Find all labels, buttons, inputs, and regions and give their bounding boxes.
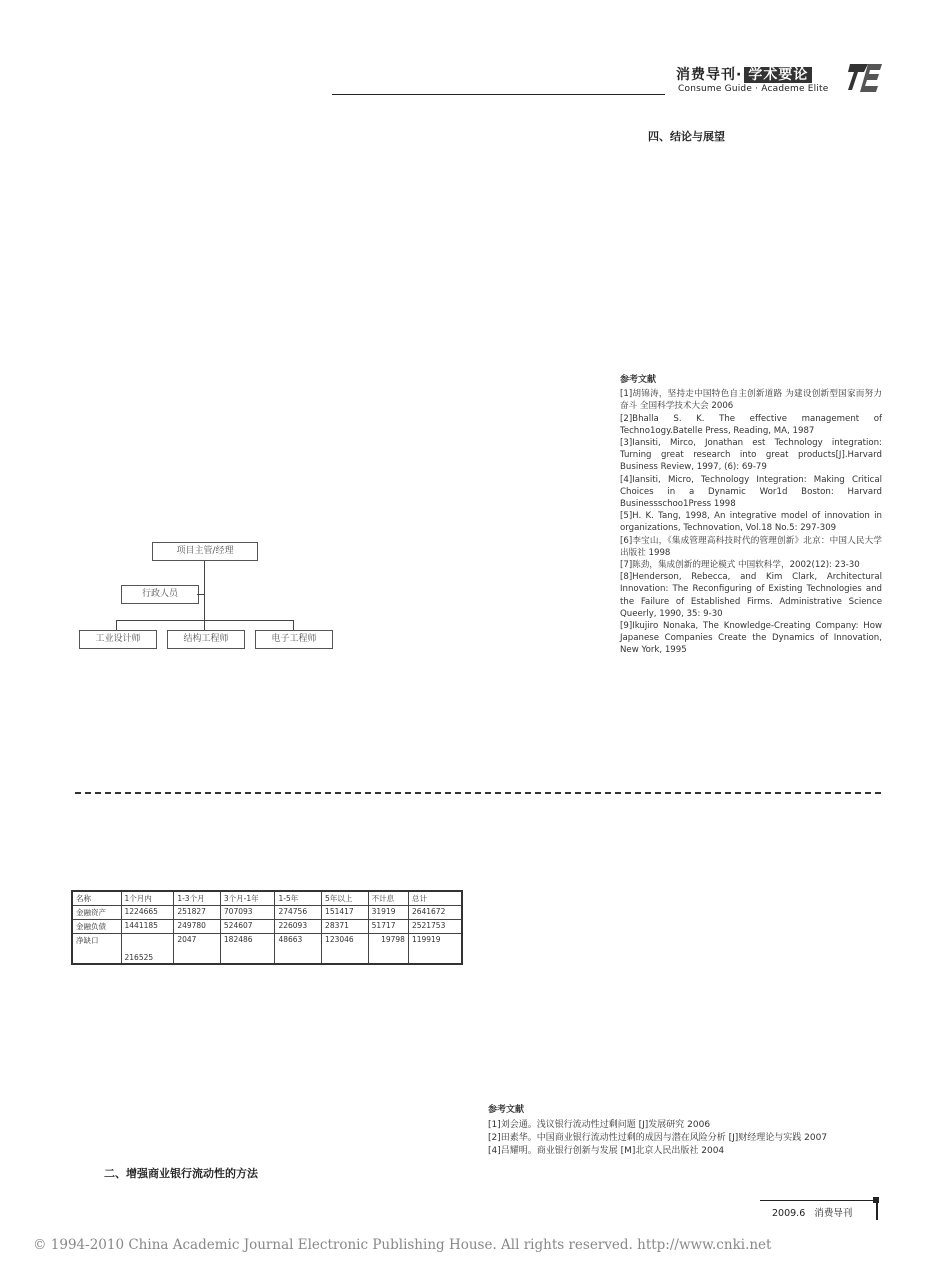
table-cell: 251827 <box>174 906 221 920</box>
table-cell: 707093 <box>220 906 275 920</box>
journal-name-cn: 消费导刊· <box>676 67 743 83</box>
table-cell: 19798 <box>368 934 408 964</box>
org-box-structural-engineer: 结构工程师 <box>167 630 245 649</box>
table-cell: 48663 <box>275 934 322 964</box>
references-2-title: 参考文献 <box>488 1105 525 1115</box>
table-header-cell: 名称 <box>72 891 121 906</box>
table-cell: 1441185 <box>121 920 174 934</box>
reference-item: [2]Bhalla S. K. The effective management of Techno1ogy.Batelle Press, Reading, MA, 1987 <box>620 413 882 436</box>
reference-item: [7]陈劲，集成创新的理论模式 中国软科学，2002(12): 23-30 <box>620 560 860 571</box>
org-line-drop-2 <box>204 620 205 630</box>
org-box-industrial-designer: 工业设计师 <box>79 630 157 649</box>
references-2 <box>488 1104 884 1158</box>
reference-item: [1]胡锦涛，坚持走中国特色自主创新道路 为建设创新型国家而努力奋斗 全国科学技术大会 2006 <box>620 389 882 412</box>
table-cell: 1224665 <box>121 906 174 920</box>
table-cell: 123046 <box>322 934 369 964</box>
footer-issue <box>772 1205 852 1219</box>
reference-item: [6]李宝山，《集成管理高科技时代的管理创新》北京：中国人民大学出版社 1998 <box>620 535 882 558</box>
method-heading: 二、增强商业银行流动性的方法 <box>104 1167 258 1180</box>
table-header-cell: 1-5年 <box>275 891 322 906</box>
liquidity-gap-table <box>71 890 463 965</box>
table-header-cell: 不计息 <box>368 891 408 906</box>
reference-item: [9]Ikujiro Nonaka, The Knowledge-Creating Company: How Japanese Companies Create the Dynamics of Innovation, New York, 1995 <box>620 621 882 656</box>
footer-rule-vertical <box>876 1200 878 1220</box>
dashed-divider <box>75 792 881 794</box>
reference-item: [1]刘会通。浅议银行流动性过剩问题 [J]发展研究 2006 <box>488 1120 711 1130</box>
references-1 <box>620 374 882 657</box>
org-line-drop-1 <box>116 620 117 630</box>
footer-rule <box>760 1200 876 1201</box>
table-cell: 216525 <box>121 934 174 964</box>
table-cell: 2047 <box>174 934 221 964</box>
reference-item: [4]Iansiti, Micro, Technology Integration: Making Critical Choices in a Dynamic Wor1d Boston: Harvard Businessschoo1Press 1998 <box>620 474 882 510</box>
table-cell: 净缺口 <box>72 934 121 964</box>
conclusion-heading: 四、结论与展望 <box>648 130 725 143</box>
reference-item: [8]Henderson, Rebecca, and Kim Clark, Architectural Innovation: The Reconfiguring of Existing Technologies and the Failure of Established Firms. Administrative Science Queerly, 1990, 35: 9-30 <box>620 572 882 619</box>
section-tag: 学术要论 <box>744 67 812 83</box>
journal-logo-icon <box>848 60 882 94</box>
footer-marker <box>873 1197 879 1203</box>
org-line-admin <box>197 594 204 595</box>
journal-name-en: Consume Guide · Academe Elite <box>678 84 829 94</box>
journal-title <box>676 64 812 84</box>
org-box-admin: 行政人员 <box>121 585 199 604</box>
table-header-cell: 1-3个月 <box>174 891 221 906</box>
table-header-cell: 5年以上 <box>322 891 369 906</box>
reference-item: [5]H. K. Tang, 1998, An integrative model of innovation in organizations, Technovation, Vol.18 No.5: 297-309 <box>620 511 882 534</box>
footer-issue-number: 2009.6 <box>772 1208 806 1219</box>
org-box-manager: 项目主管/经理 <box>152 542 258 561</box>
table-cell: 2521753 <box>408 920 462 934</box>
copyright-notice: © 1994-2010 China Academic Journal Electronic Publishing House. All rights reserved. http://www.cnki.net <box>33 1237 772 1253</box>
org-line-horizontal <box>116 620 294 621</box>
reference-item: [4]吕耀明。商业银行创新与发展 [M]北京人民出版社 2004 <box>488 1146 725 1156</box>
table-header-cell: 3个月-1年 <box>220 891 275 906</box>
table-cell: 249780 <box>174 920 221 934</box>
references-1-title: 参考文献 <box>620 375 657 385</box>
table-cell: 2641672 <box>408 906 462 920</box>
table-cell: 524607 <box>220 920 275 934</box>
table-cell: 31919 <box>368 906 408 920</box>
table-row <box>72 934 462 964</box>
table-row <box>72 920 462 934</box>
table-header-row <box>72 891 462 906</box>
table-cell: 182486 <box>220 934 275 964</box>
org-line-drop-3 <box>293 620 294 630</box>
reference-item: [3]Iansiti, Mirco, Jonathan est Technology integration: Turning great research into great products[J].Harvard Business Review, 1997, (6): 69-79 <box>620 438 882 473</box>
table-header-cell: 1个月内 <box>121 891 174 906</box>
table-cell: 28371 <box>322 920 369 934</box>
table-cell: 119919 <box>408 934 462 964</box>
table-cell: 金融资产 <box>72 906 121 920</box>
table-cell: 金融负债 <box>72 920 121 934</box>
table-row <box>72 906 462 920</box>
header-rule <box>332 94 665 95</box>
footer-journal: 消费导刊 <box>814 1208 853 1219</box>
table-cell: 274756 <box>275 906 322 920</box>
table-cell: 151417 <box>322 906 369 920</box>
org-line-trunk <box>204 561 205 621</box>
table-cell: 51717 <box>368 920 408 934</box>
table-cell: 226093 <box>275 920 322 934</box>
org-box-electronic-engineer: 电子工程师 <box>255 630 333 649</box>
reference-item: [2]田素华。中国商业银行流动性过剩的成因与潜在风险分析 [J]财经理论与实践 2007 <box>488 1133 828 1143</box>
table-header-cell: 总计 <box>408 891 462 906</box>
